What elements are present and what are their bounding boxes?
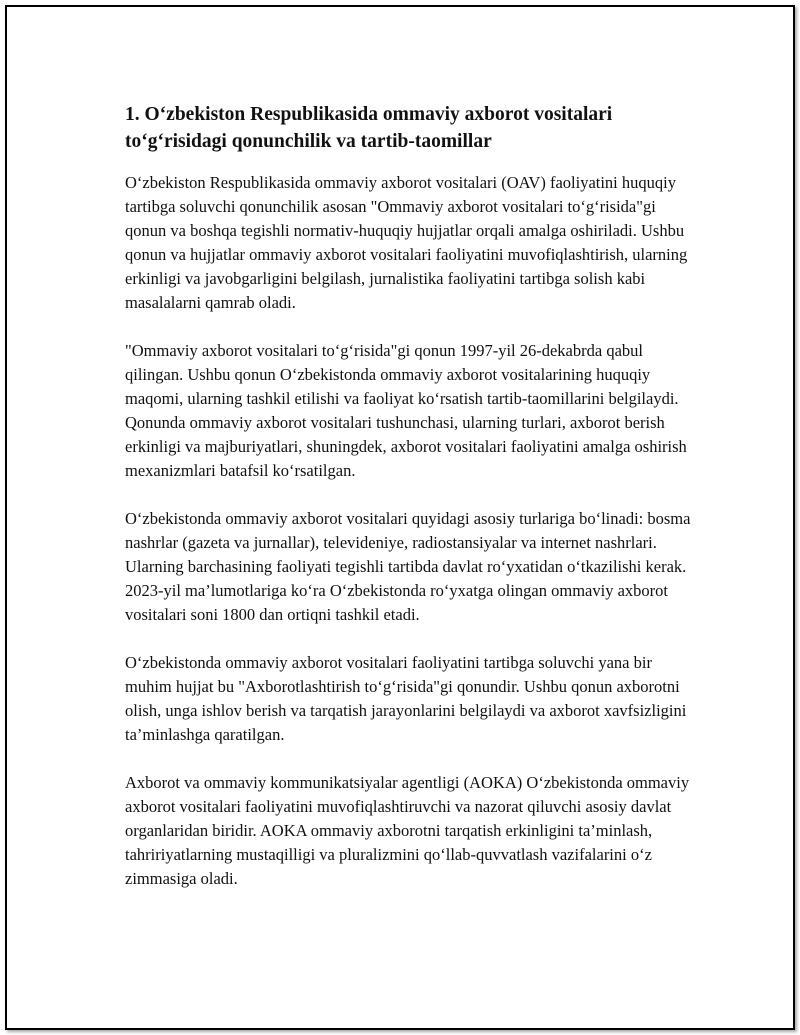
paragraph-3: O‘zbekistonda ommaviy axborot vositalari quyidagi asosiy turlariga bo‘linadi: bosma nashrlar (gazeta va jurnallar), televideniye, radiostansiyalar va internet nashrlari. Ularning barchasining faoliyati tegishli tartibda davlat ro‘yxatidan o‘tkazilishi kerak. 2023-yil ma’lumotlariga ko‘ra O‘zbekistonda ro‘yxatga olingan ommaviy axborot vositalari soni 1800 dan ortiqni tashkil etadi. <box>125 509 691 624</box>
page-frame <box>5 5 795 1030</box>
paragraph-1: O‘zbekiston Respublikasida ommaviy axborot vositalari (OAV) faoliyatini huquqiy tartibga soluvchi qonunchilik asosan "Ommaviy axborot vositalari to‘g‘risida"gi qonun va boshqa tegishli normativ-huquqiy hujjatlar orqali amalga oshiriladi. Ushbu qonun va hujjatlar ommaviy axborot vositalari faoliyatini muvofiqlashtirish, ularning erkinligi va javobgarligini belgilash, jurnalistika faoliyatini tartibga solish kabi masalalarni qamrab oladi. <box>125 173 688 312</box>
document-body <box>125 101 695 891</box>
paragraph-2: "Ommaviy axborot vositalari to‘g‘risida"gi qonun 1997-yil 26-dekabrda qabul qilingan. Ushbu qonun O‘zbekistonda ommaviy axborot vositalarining huquqiy maqomi, ularning tashkil etilishi va faoliyat ko‘rsatish tartib-taomillarini belgilaydi. Qonunda ommaviy axborot vositalari tushunchasi, ularning turlari, axborot berish erkinligi va majburiyatlari, shuningdek, axborot vositalari faoliyatini amalga oshirish mexanizmlari batafsil ko‘rsatilgan. <box>125 341 687 480</box>
section-heading: 1. O‘zbekiston Respublikasida ommaviy axborot vositalari to‘g‘risidagi qonunchilik va tartib-taomillar <box>125 104 613 152</box>
paragraph-4: O‘zbekistonda ommaviy axborot vositalari faoliyatini tartibga soluvchi yana bir muhim hujjat bu "Axborotlashtirish to‘g‘risida"gi qonundir. Ushbu qonun axborotni olish, unga ishlov berish va tarqatish jarayonlarini belgilaydi va axborot xavfsizligini ta’minlashga qaratilgan. <box>125 653 687 744</box>
paragraph-5: Axborot va ommaviy kommunikatsiyalar agentligi (AOKA) O‘zbekistonda ommaviy axborot vositalari faoliyatini muvofiqlashtiruvchi va nazorat qiluvchi asosiy davlat organlaridan biridir. AOKA ommaviy axborotni tarqatish erkinligini ta’minlash, tahririyatlarning mustaqilligi va pluralizmini qo‘llab-quvvatlash vazifalarini o‘z zimmasiga oladi. <box>125 773 690 888</box>
